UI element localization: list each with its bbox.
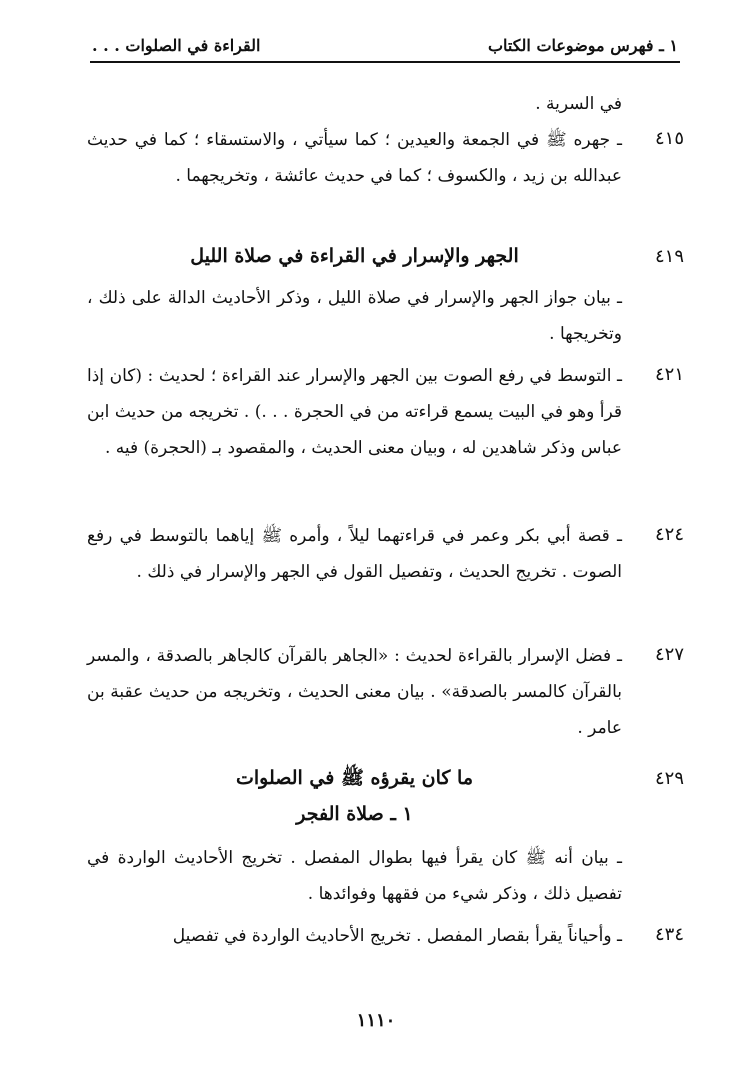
entry-page-number: ٤١٩ (654, 246, 684, 267)
entry-text: ـ بيان أنه ﷺ كان يقرأ فيها بطوال المفصل . تخريج الأحاديث الواردة في تفصيل ذلك ، وذكر شيء من فقهها وفوائدها . (87, 848, 622, 904)
page-number: ١١١٠ (356, 1010, 396, 1031)
entry-page-number: ٤٢٧ (654, 644, 684, 665)
section-heading: الجهر والإسرار في القراءة في صلاة الليل (190, 245, 519, 267)
section-subheading: ١ ـ صلاة الفجر (296, 803, 413, 825)
entry-text: ـ قصة أبي بكر وعمر في قراءتهما ليلاً ، وأمره ﷺ إياهما بالتوسط في رفع الصوت . تخريج الحديث ، وتفصيل القول في الجهر والإسرار في ذلك . (87, 526, 622, 582)
running-header-section: القراءة في الصلوات . . . (92, 36, 261, 55)
entry-text: ـ فضل الإسرار بالقراءة لحديث : «الجاهر بالقرآن كالجاهر بالصدقة ، والمسر بالقرآن كالمسر بالصدقة» . بيان معنى الحديث ، وتخريجه من حديث عقبة بن عامر . (87, 646, 622, 738)
entry-text: ـ بيان جواز الجهر والإسرار في صلاة الليل ، وذكر الأحاديث الدالة على ذلك ، وتخريجها . (87, 288, 622, 344)
entry-text: ـ التوسط في رفع الصوت بين الجهر والإسرار عند القراءة ؛ لحديث : (كان إذا قرأ وهو في البيت يسمع قراءته من في الحجرة . . .) . تخريجه من حديث ابن عباس وذكر شاهدين له ، وبيان معنى الحديث ، والمقصود بـ (الحجرة) فيه . (87, 366, 622, 458)
entry-text: ـ جهره ﷺ في الجمعة والعيدين ؛ كما سيأتي ، والاستسقاء ؛ كما في حديث عبدالله بن زيد ، والكسوف ؛ كما في حديث عائشة ، وتخريجهما . (87, 130, 622, 186)
section-heading: ما كان يقرؤه ﷺ في الصلوات (235, 767, 474, 789)
header-rule (90, 61, 680, 63)
entry-page-number: ٤١٥ (654, 128, 684, 149)
entry-text: ـ وأحياناً يقرأ بقصار المفصل . تخريج الأحاديث الواردة في تفصيل (172, 926, 622, 946)
entry-page-number: ٤٢١ (654, 364, 684, 385)
entry-page-number: ٤٢٩ (654, 768, 684, 789)
running-header-chapter: ١ ـ فهرس موضوعات الكتاب (487, 36, 678, 55)
entry-text: في السرية . (535, 94, 622, 114)
entry-page-number: ٤٢٤ (654, 524, 684, 545)
entry-page-number: ٤٣٤ (654, 924, 684, 945)
